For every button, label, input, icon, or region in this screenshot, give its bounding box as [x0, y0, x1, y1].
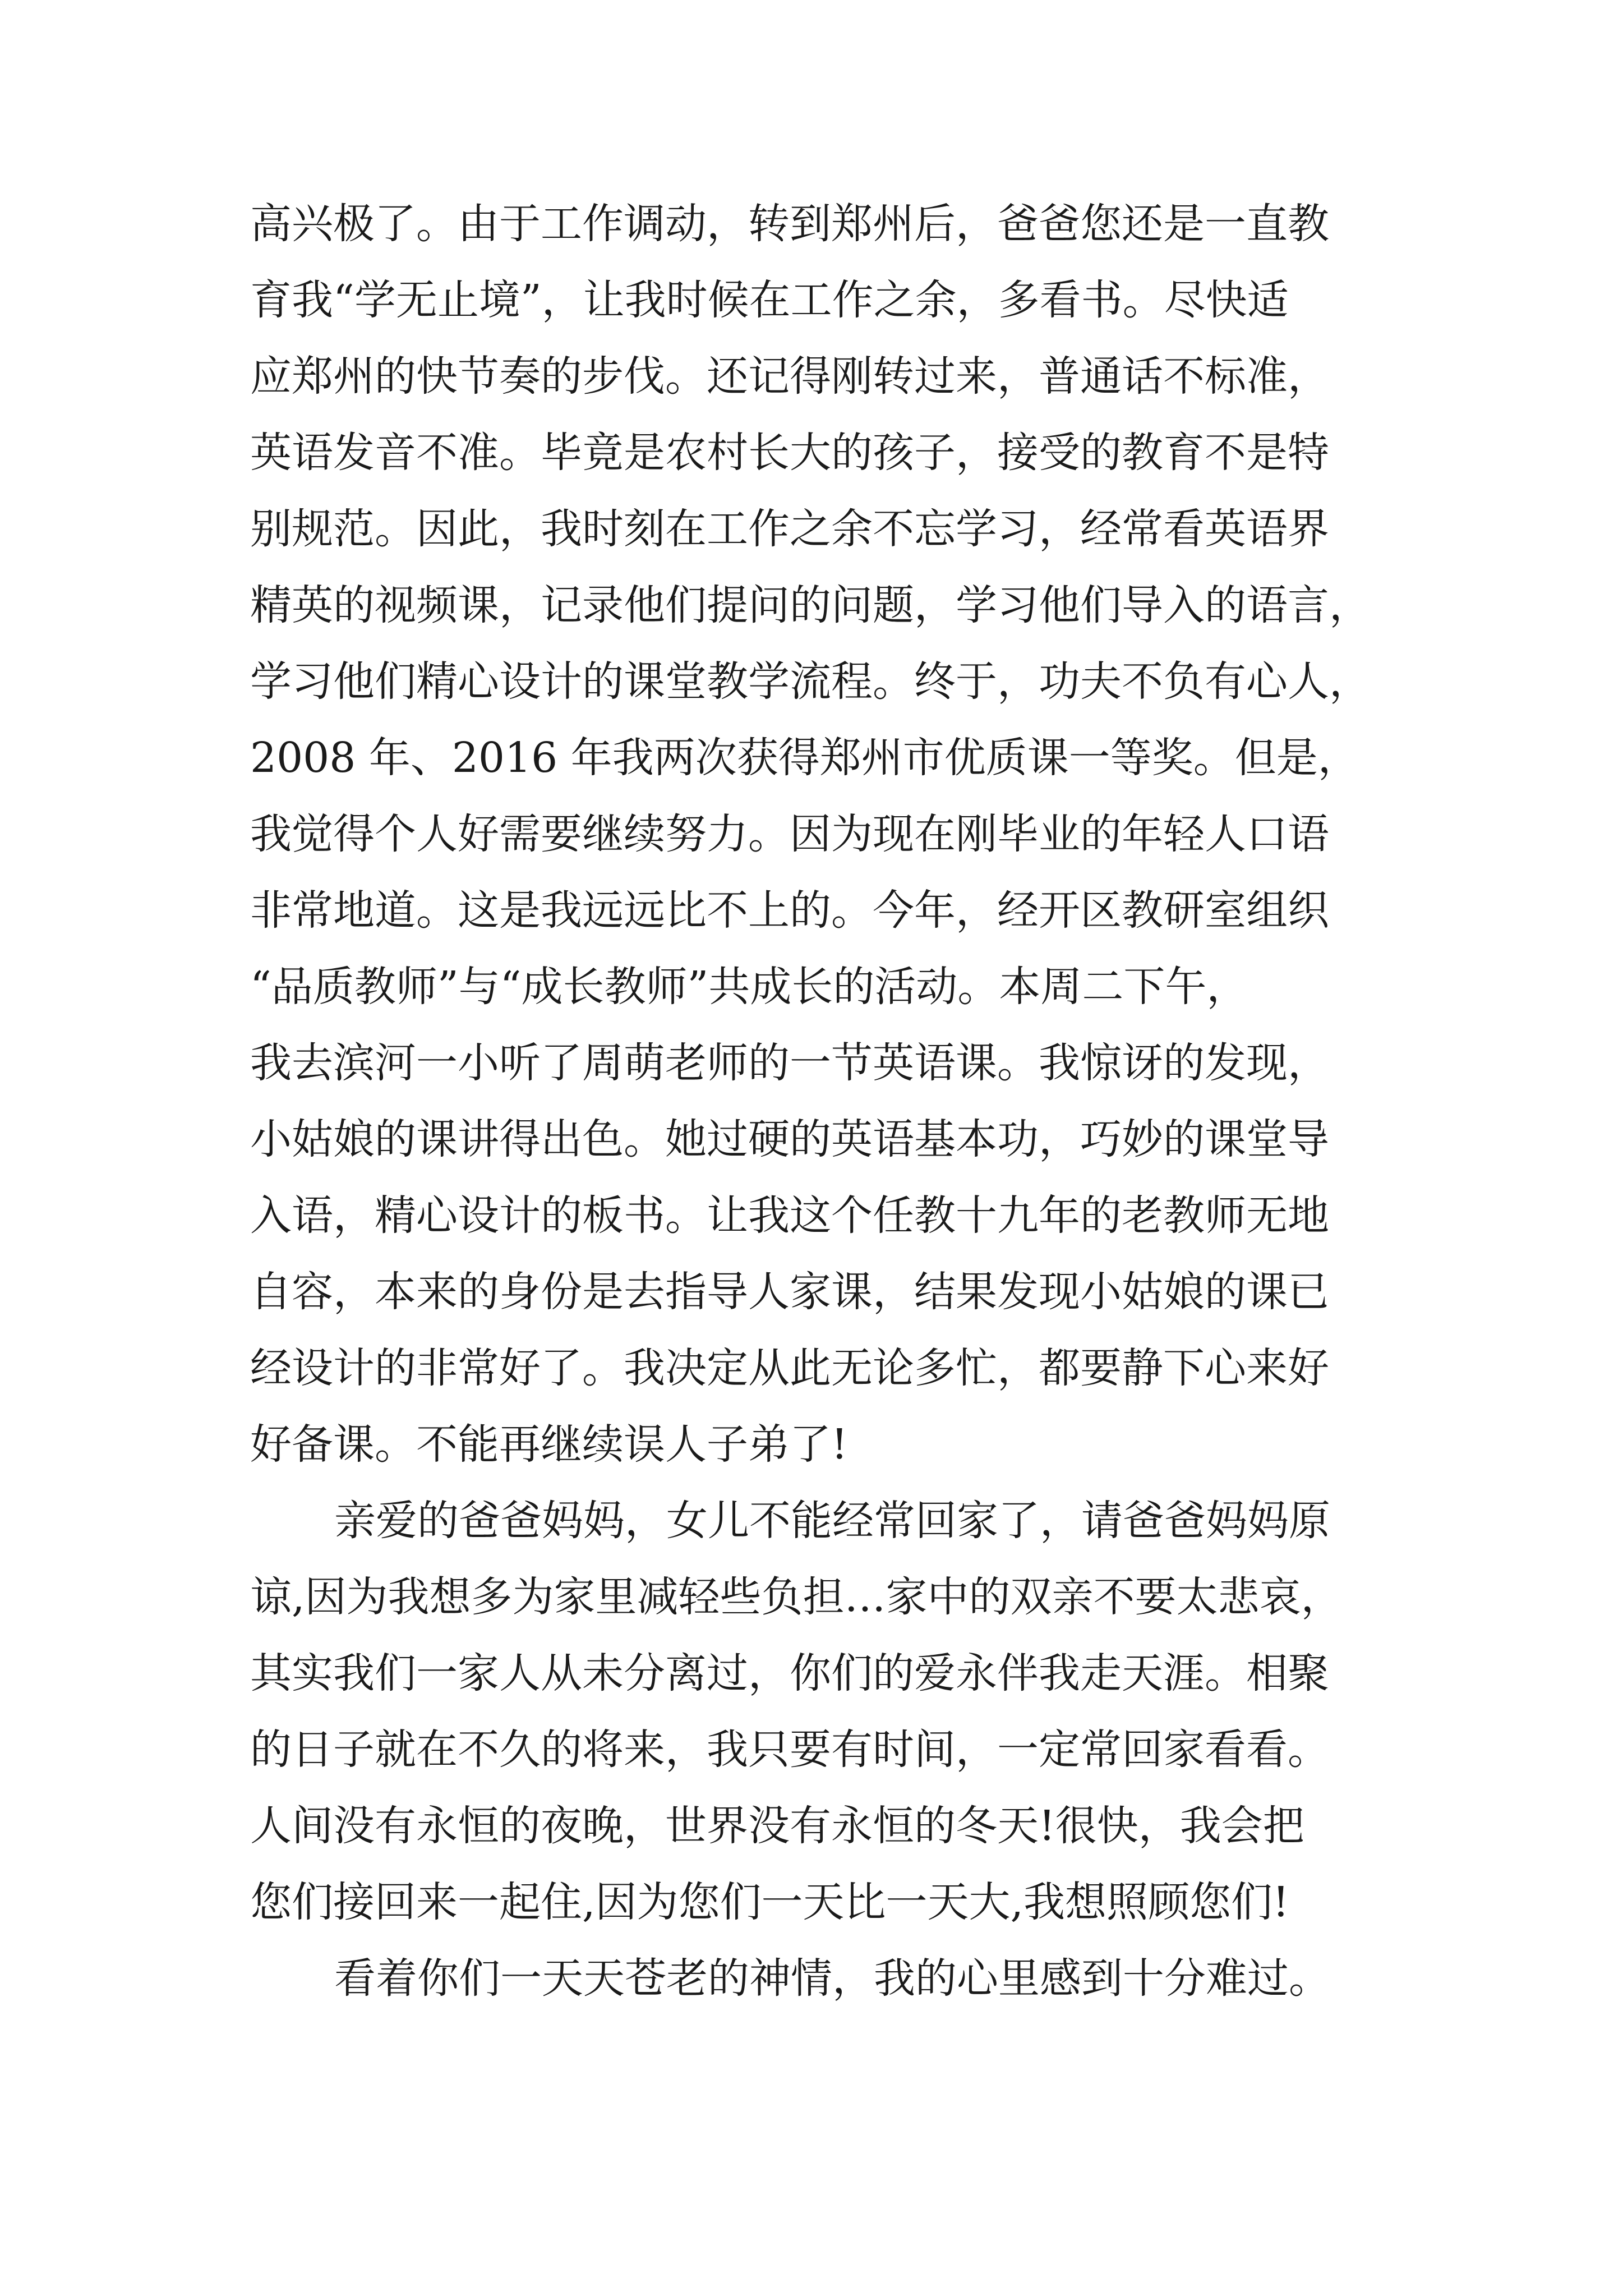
text-line: 经设计的非常好了。我决定从此无论多忙，都要静下心来好: [250, 1344, 1329, 1392]
text-line: 学习他们精心设计的课堂教学流程。终于，功夫不负有心人，: [250, 657, 1371, 706]
text-line: 高兴极了。由于工作调动，转到郑州后，爸爸您还是一直教: [250, 200, 1329, 248]
body-text: [250, 196, 1405, 2027]
text-line: 精英的视频课，记录他们提问的问题，学习他们导入的语言，: [250, 581, 1371, 629]
text-line: 自容，本来的身份是去指导人家课，结果发现小姑娘的课已: [250, 1268, 1329, 1316]
text-line: 人间没有永恒的夜晚，世界没有永恒的冬天!很快，我会把: [250, 1802, 1304, 1850]
text-line: 小姑娘的课讲得出色。她过硬的英语基本功，巧妙的课堂导: [250, 1115, 1329, 1163]
paragraph-start-line: 看着你们一天天苍老的神情，我的心里感到十分难过。: [334, 1954, 1330, 2003]
text-line: 入语，精心设计的板书。让我这个任教十九年的老教师无地: [250, 1191, 1329, 1240]
text-line: 育我“学无止境”，让我时候在工作之余，多看书。尽快适: [250, 276, 1289, 324]
text-line: 应郑州的快节奏的步伐。还记得刚转过来，普通话不标准，: [250, 352, 1329, 401]
text-line: 您们接回来一起住,因为您们一天比一天大,我想照顾您们!: [250, 1878, 1289, 1926]
text-line: 我去滨河一小听了周萌老师的一节英语课。我惊讶的发现，: [250, 1039, 1329, 1087]
text-line: 谅,因为我想多为家里减轻些负担…家中的双亲不要太悲哀，: [250, 1573, 1343, 1621]
text-line: 其实我们一家人从未分离过，你们的爱永伴我走天涯。相聚: [250, 1649, 1329, 1697]
text-line: 别规范。因此，我时刻在工作之余不忘学习，经常看英语界: [250, 505, 1329, 553]
text-line: 非常地道。这是我远远比不上的。今年，经开区教研室组织: [250, 886, 1329, 935]
paragraph-start-line: 亲爱的爸爸妈妈，女儿不能经常回家了，请爸爸妈妈原: [334, 1497, 1330, 1545]
text-line: 的日子就在不久的将来，我只要有时间，一定常回家看看。: [250, 1726, 1329, 1774]
text-line: 好备课。不能再继续误人子弟了!: [250, 1420, 848, 1469]
text-line: 英语发音不准。毕竟是农村长大的孩子，接受的教育不是特: [250, 429, 1329, 477]
text-line: 我觉得个人好需要继续努力。因为现在刚毕业的年轻人口语: [250, 810, 1329, 858]
text-line: 2008 年、2016 年我两次获得郑州市优质课一等奖。但是，: [250, 734, 1359, 782]
text-line: “品质教师”与“成长教师”共成长的活动。本周二下午，: [250, 963, 1248, 1011]
